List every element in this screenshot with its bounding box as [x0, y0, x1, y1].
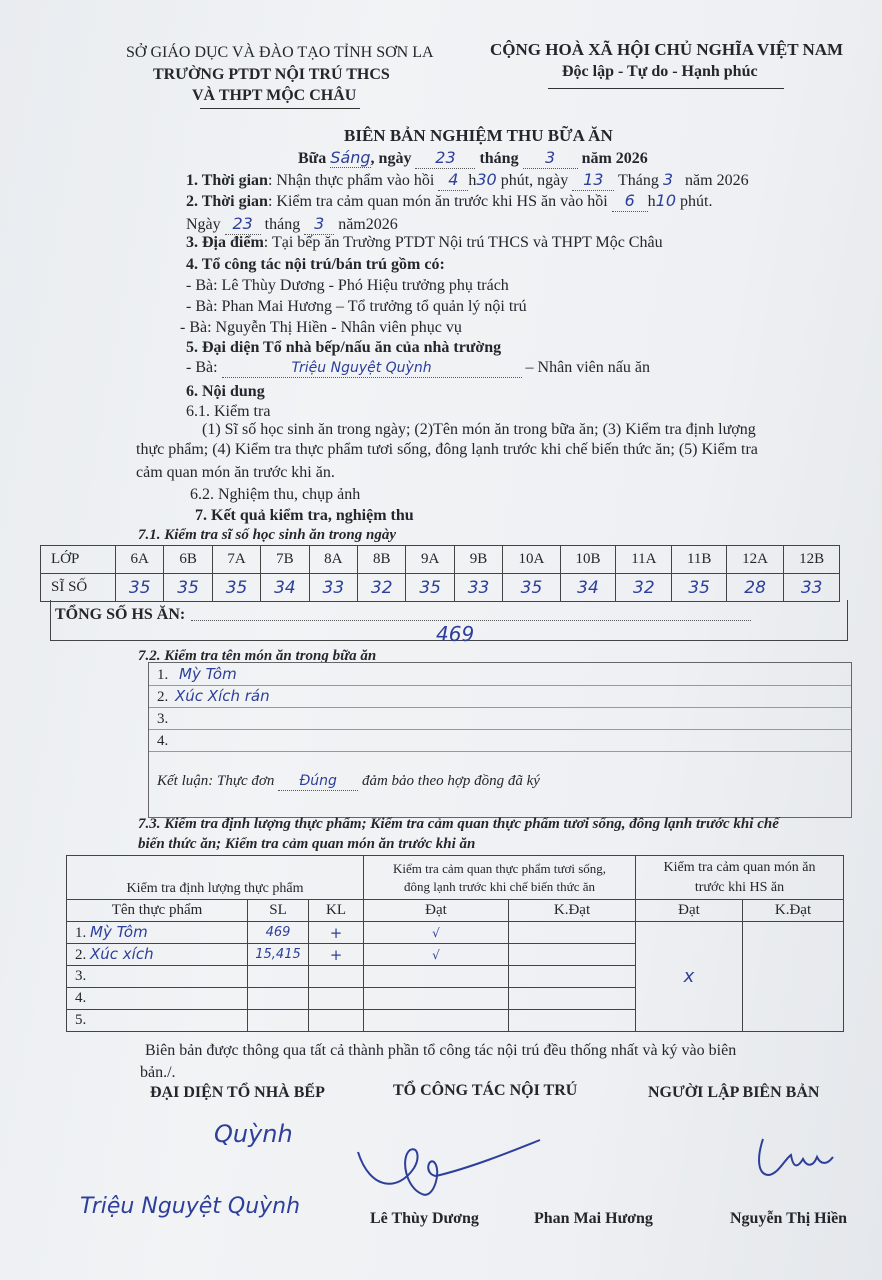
count-7b: 34 [261, 574, 309, 602]
writer-name: Nguyễn Thị Hiền [730, 1210, 848, 1227]
col-name: Tên thực phẩm [67, 900, 248, 922]
section-1: 1. Thời gian: Nhận thực phẩm vào hồi 4 h30 phút, ngày 13 Tháng 3 năm 2026 [186, 170, 749, 189]
dept-name: SỞ GIÁO DỤC VÀ ĐÀO TẠO TỈNH SƠN LA [126, 44, 434, 61]
writer-title: NGƯỜI LẬP BIÊN BẢN [648, 1084, 820, 1101]
nation-name: CỘNG HOÀ XÃ HỘI CHỦ NGHĨA VIỆT NAM [490, 40, 844, 59]
count-label: SĨ SỐ [41, 574, 116, 602]
class-row [41, 546, 840, 574]
cook-name: Triệu Nguyệt Quỳnh [291, 360, 432, 376]
member-3: - Bà: Nguyễn Thị Hiền - Nhân viên phục vụ [180, 319, 462, 336]
count-10a: 35 [503, 574, 560, 602]
food-check-table [66, 855, 844, 1032]
count-row [41, 574, 840, 602]
meal-month: 3 [544, 148, 556, 167]
col-dat2: Đạt [636, 900, 743, 922]
count-11a: 32 [616, 574, 672, 602]
class-8b: 8B [358, 546, 406, 574]
food-row: 4. [67, 988, 844, 1010]
col-dat: Đạt [364, 900, 509, 922]
count-12a: 28 [726, 574, 783, 602]
count-7a: 35 [212, 574, 260, 602]
class-10a: 10A [503, 546, 560, 574]
section-7-3-line-2: biến thức ăn; Kiểm tra cảm quan món ăn trước khi ăn [138, 836, 476, 852]
section-6-2: 6.2. Nghiệm thu, chụp ảnh [190, 486, 361, 503]
class-11a: 11A [616, 546, 672, 574]
class-6a: 6A [116, 546, 164, 574]
col-kdat: K.Đạt [509, 900, 636, 922]
class-9b: 9B [454, 546, 502, 574]
school-name-1: TRƯỜNG PTDT NỘI TRÚ THCS [153, 66, 390, 83]
cook-check-mark: x [683, 966, 695, 987]
class-count-table [40, 545, 840, 602]
member-1: - Bà: Lê Thùy Dương - Phó Hiệu trưởng phụ trách [186, 277, 509, 294]
section-7-3-line-1: 7.3. Kiểm tra định lượng thực phẩm; Kiểm tra cảm quan thực phẩm tươi sống, đông lạnh trước khi chế [138, 816, 779, 832]
class-label: LỚP [41, 546, 116, 574]
meal-day: 23 [435, 148, 456, 167]
section-2-date: Ngày 23 tháng 3 năm2026 [186, 214, 398, 233]
col-kdat2: K.Đạt [743, 900, 844, 922]
class-8a: 8A [309, 546, 357, 574]
col-sl: SL [248, 900, 309, 922]
food-group-row [67, 856, 844, 900]
class-7a: 7A [212, 546, 260, 574]
class-9a: 9A [406, 546, 454, 574]
closing-line-1: Biên bản được thông qua tất cả thành phần tổ công tác nội trú đều thống nhất và ký vào biên [145, 1042, 737, 1059]
meal-value: Sáng [330, 148, 371, 167]
count-6b: 35 [164, 574, 212, 602]
section-7-2: 7.2. Kiểm tra tên món ăn trong bữa ăn [138, 648, 377, 664]
food-row: 3. [67, 966, 844, 988]
dish-box [148, 662, 852, 818]
group-fresh: Kiểm tra cảm quan thực phẩm tươi sống, đông lạnh trước khi chế biến thức ăn [364, 856, 636, 900]
school-name-2: VÀ THPT MỘC CHÂU [192, 87, 357, 104]
count-10b: 34 [560, 574, 616, 602]
dish-row: 4. [149, 729, 851, 752]
section-6-label: 6. Nội dung [186, 383, 265, 400]
class-7b: 7B [261, 546, 309, 574]
committee-signature [350, 1130, 550, 1210]
committee-title: TỔ CÔNG TÁC NỘI TRÚ [393, 1082, 578, 1099]
class-11b: 11B [672, 546, 726, 574]
member-2: - Bà: Phan Mai Hương – Tổ trưởng tổ quản lý nội trú [186, 298, 527, 315]
kitchen-signature: Quỳnh [214, 1120, 293, 1148]
kitchen-title: ĐẠI DIỆN TỔ NHÀ BẾP [150, 1084, 325, 1101]
class-12b: 12B [784, 546, 840, 574]
closing-line-2: bản./. [140, 1064, 176, 1081]
count-8b: 32 [358, 574, 406, 602]
section-6-1: 6.1. Kiểm tra [186, 403, 271, 420]
count-9a: 35 [406, 574, 454, 602]
count-8a: 33 [309, 574, 357, 602]
kitchen-name: Triệu Nguyệt Quỳnh [80, 1194, 301, 1219]
committee-name-1: Lê Thùy Dương [370, 1210, 479, 1227]
food-header-row [67, 900, 844, 922]
section-2: 2. Thời gian: Kiểm tra cảm quan món ăn trước khi HS ăn vào hồi 6 h10 phút. [186, 191, 713, 210]
section-6-para-3: cảm quan món ăn trước khi ăn. [136, 464, 335, 481]
total-label: TỔNG SỐ HS ĂN: [55, 606, 186, 623]
dish-row: 3. [149, 707, 851, 730]
section-6-para-2: thực phẩm; (4) Kiểm tra thực phẩm tươi sống, đông lạnh trước khi chế biến thức ăn; (5) Kiểm tra [136, 441, 758, 458]
class-10b: 10B [560, 546, 616, 574]
section-5-cook: - Bà: Triệu Nguyệt Quỳnh – Nhân viên nấu ăn [186, 359, 650, 376]
count-9b: 33 [454, 574, 502, 602]
section-7-1: 7.1. Kiểm tra sĩ số học sinh ăn trong ngày [138, 527, 396, 543]
section-5-label: 5. Đại diện Tổ nhà bếp/nấu ăn của nhà trường [186, 339, 502, 356]
count-6a: 35 [116, 574, 164, 602]
food-row: 5. [67, 1010, 844, 1032]
menu-conclusion: Kết luận: Thực đơn Đúng đảm bảo theo hợp đồng đã ký [157, 773, 540, 789]
class-6b: 6B [164, 546, 212, 574]
dish-row: 2. Xúc Xích rán [149, 685, 851, 708]
total-value: 469 [436, 622, 475, 646]
writer-signature [755, 1135, 855, 1185]
committee-name-2: Phan Mai Hương [534, 1210, 653, 1227]
section-4-label: 4. Tổ công tác nội trú/bán trú gồm có: [186, 256, 445, 273]
group-cooked: Kiểm tra cảm quan món ăn trước khi HS ăn [636, 856, 844, 900]
meal-line: Bữa Sáng, ngày 23 tháng 3 năm 2026 [298, 148, 648, 167]
count-11b: 35 [672, 574, 726, 602]
class-12a: 12A [726, 546, 783, 574]
food-row: 2. Xúc xích 15,415 + √ [67, 944, 844, 966]
food-row: 1. Mỳ Tôm 469 + √ x [67, 922, 844, 944]
col-kl: KL [309, 900, 364, 922]
dish-row: 1. Mỳ Tôm [149, 663, 851, 686]
total-box [50, 600, 848, 646]
doc-title: BIÊN BẢN NGHIỆM THU BỮA ĂN [344, 126, 613, 145]
section-3: 3. Địa điểm: Tại bếp ăn Trường PTDT Nội trú THCS và THPT Mộc Châu [186, 234, 663, 251]
motto: Độc lập - Tự do - Hạnh phúc [562, 63, 758, 80]
count-12b: 33 [784, 574, 840, 602]
section-7-label: 7. Kết quả kiểm tra, nghiệm thu [195, 507, 414, 524]
section-6-para-1: (1) Sĩ số học sinh ăn trong ngày; (2)Tên món ăn trong bữa ăn; (3) Kiểm tra định lượng [202, 421, 756, 438]
group-quantity: Kiểm tra định lượng thực phẩm [67, 856, 364, 900]
